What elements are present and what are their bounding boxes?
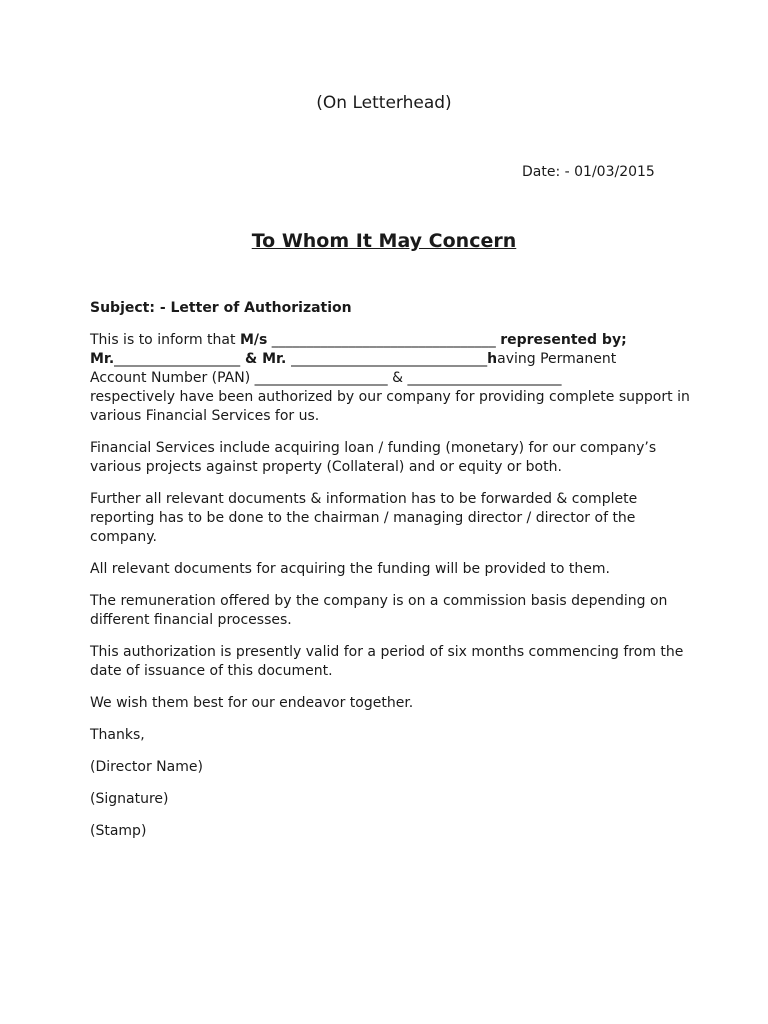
- company-blank: ________________________________: [267, 332, 501, 348]
- pan-blank-1: ___________________: [254, 370, 388, 386]
- name-blank-2: ____________________________: [291, 351, 488, 367]
- paragraph-services: Financial Services include acquiring loan / funding (monetary) for our company’s various projects against property (Collateral) and or equity or both.: [90, 440, 657, 475]
- having-text: aving Permanent: [497, 351, 617, 367]
- paragraph-documents: Further all relevant documents & information has to be forwarded & complete reporting has to be done to the chairman / managing director / director of the company.: [90, 491, 638, 545]
- intro-text: This is to inform that: [90, 332, 240, 348]
- paragraph-remuneration: The remuneration offered by the company is on a commission basis depending on different financial processes.: [90, 593, 668, 628]
- stamp-placeholder: (Stamp): [90, 823, 147, 839]
- paragraph-wishes: We wish them best for our endeavor together.: [90, 695, 414, 711]
- represented-label: represented by;: [500, 332, 627, 348]
- closing-thanks: Thanks,: [90, 727, 145, 743]
- having-initial: h: [487, 351, 498, 367]
- letter-subject: Subject: - Letter of Authorization: [90, 300, 352, 316]
- pan-blank-2: ______________________: [407, 370, 562, 386]
- letterhead-placeholder: (On Letterhead): [316, 93, 452, 113]
- mr-label-2: & Mr.: [240, 351, 292, 367]
- signature-placeholder: (Signature): [90, 791, 169, 807]
- letter-heading: To Whom It May Concern: [251, 230, 517, 252]
- intro-paragraph: [90, 331, 690, 426]
- letter-date: Date: - 01/03/2015: [522, 164, 655, 180]
- mr-label-1: Mr.: [90, 351, 115, 367]
- ms-label: M/s: [239, 332, 268, 348]
- name-blank-1: __________________: [114, 351, 241, 367]
- pan-label: Account Number (PAN): [90, 370, 255, 386]
- letter-body: [90, 299, 690, 854]
- intro-rest: respectively have been authorized by our company for providing complete support in various Financial Services for us.: [90, 389, 690, 424]
- director-name: (Director Name): [90, 759, 203, 775]
- paragraph-validity: This authorization is presently valid for a period of six months commencing from the date of issuance of this document.: [90, 644, 684, 679]
- paragraph-funding: All relevant documents for acquiring the funding will be provided to them.: [90, 561, 610, 577]
- pan-amp: &: [387, 370, 408, 386]
